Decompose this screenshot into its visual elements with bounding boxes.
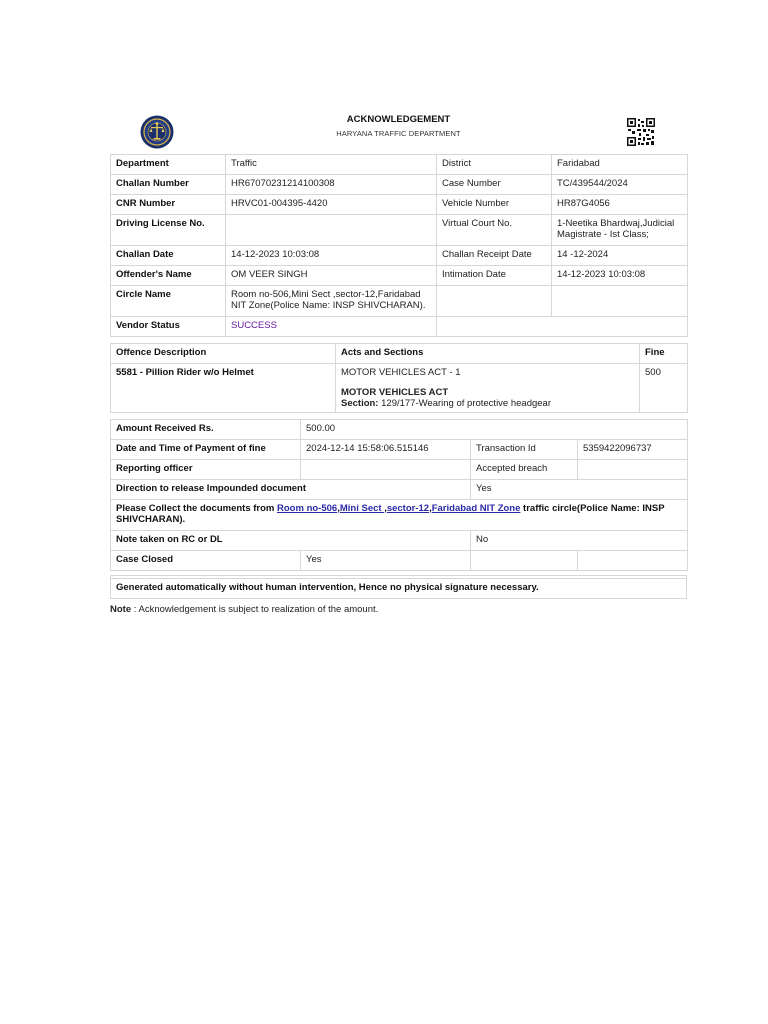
accepted-breach-value <box>578 460 688 480</box>
offence-description-header: Offence Description <box>111 344 336 364</box>
act-name: MOTOR VEHICLES ACT <box>341 387 449 398</box>
acts-sections-cell <box>336 364 640 413</box>
table-header-row <box>111 344 688 364</box>
driving-license-value <box>226 215 437 246</box>
offence-description: 5581 - Pillion Rider w/o Helmet <box>111 364 336 413</box>
empty-cell <box>437 286 552 317</box>
table-row <box>111 175 688 195</box>
table-row <box>111 551 688 571</box>
table-row <box>111 364 688 413</box>
room-link[interactable]: Room no-506 <box>277 503 338 514</box>
table-row <box>111 317 688 337</box>
virtual-court-value: 1-Neetika Bhardwaj,Judicial Magistrate - Ist Class; <box>552 215 688 246</box>
table-row <box>111 440 688 460</box>
note-label: Note <box>110 604 132 615</box>
circle-name-value: Room no-506,Mini Sect ,sector-12,Faridabad NIT Zone(Police Name: INSP SHIVCHARAN). <box>226 286 437 317</box>
challan-date-label: Challan Date <box>111 246 226 266</box>
challan-date-value: 14-12-2023 10:03:08 <box>226 246 437 266</box>
table-row <box>111 480 688 500</box>
acknowledgement-document <box>110 110 687 615</box>
department-label: Department <box>111 155 226 175</box>
footer-table <box>110 575 687 599</box>
transaction-id-label: Transaction Id <box>471 440 578 460</box>
direction-release-value: Yes <box>471 480 688 500</box>
transaction-id-value: 5359422096737 <box>578 440 688 460</box>
intimation-date-label: Intimation Date <box>437 266 552 286</box>
offence-table <box>110 343 688 413</box>
vehicle-number-value: HR87G4056 <box>552 195 688 215</box>
direction-release-label: Direction to release Impounded document <box>111 480 471 500</box>
section-value: 129/177-Wearing of protective headgear <box>381 398 552 409</box>
separator: , <box>429 503 432 514</box>
vehicle-number-label: Vehicle Number <box>437 195 552 215</box>
challan-number-value: HR67070231214100308 <box>226 175 437 195</box>
driving-license-label: Driving License No. <box>111 215 226 246</box>
zone-link[interactable]: Faridabad NIT Zone <box>431 503 521 514</box>
amount-received-value: 500.00 <box>301 420 688 440</box>
challan-number-label: Challan Number <box>111 175 226 195</box>
acts-sections-header: Acts and Sections <box>336 344 640 364</box>
offender-name-label: Offender's Name <box>111 266 226 286</box>
table-row <box>111 266 688 286</box>
table-row <box>111 246 688 266</box>
cnr-number-label: CNR Number <box>111 195 226 215</box>
page-title: ACKNOWLEDGEMENT <box>346 114 451 125</box>
act-line: MOTOR VEHICLES ACT - 1 <box>341 367 461 378</box>
case-closed-value: Yes <box>301 551 471 571</box>
separator: , <box>337 503 340 514</box>
collect-prefix: Please Collect the documents from <box>116 503 278 514</box>
note-rc-dl-value: No <box>471 531 688 551</box>
empty-cell <box>552 286 688 317</box>
acknowledgement-note <box>110 604 687 615</box>
page-subtitle: HARYANA TRAFFIC DEPARTMENT <box>336 129 461 138</box>
fine-header: Fine <box>640 344 688 364</box>
table-row <box>111 500 688 531</box>
accepted-breach-label: Accepted breach <box>471 460 578 480</box>
section-line <box>341 398 634 409</box>
table-row <box>111 195 688 215</box>
table-row <box>111 531 688 551</box>
empty-cell <box>578 551 688 571</box>
reporting-officer-label: Reporting officer <box>111 460 301 480</box>
virtual-court-label: Virtual Court No. <box>437 215 552 246</box>
sector-link[interactable]: sector-12 <box>386 503 430 514</box>
case-number-label: Case Number <box>437 175 552 195</box>
case-number-value: TC/439544/2024 <box>552 175 688 195</box>
collect-suffix: traffic circle(Police Name: INSP SHIVCHARAN). <box>116 503 665 525</box>
circle-name-label: Circle Name <box>111 286 226 317</box>
district-label: District <box>437 155 552 175</box>
empty-cell <box>471 551 578 571</box>
intimation-date-value: 14-12-2023 10:03:08 <box>552 266 688 286</box>
challan-details-table <box>110 154 688 337</box>
amount-received-label: Amount Received Rs. <box>111 420 301 440</box>
cnr-number-value: HRVC01-004395-4420 <box>226 195 437 215</box>
fine-value: 500 <box>640 364 688 413</box>
mini-sect-link[interactable]: Mini Sect <box>339 503 385 514</box>
case-closed-label: Case Closed <box>111 551 301 571</box>
district-value: Faridabad <box>552 155 688 175</box>
offender-name-value: OM VEER SINGH <box>226 266 437 286</box>
section-label: Section: <box>341 398 379 409</box>
vendor-status-value: SUCCESS <box>226 317 437 337</box>
reporting-officer-value <box>301 460 471 480</box>
department-value: Traffic <box>226 155 437 175</box>
challan-receipt-date-label: Challan Receipt Date <box>437 246 552 266</box>
note-text: : Acknowledgement is subject to realization of the amount. <box>131 604 379 615</box>
table-row <box>111 579 687 599</box>
table-row <box>111 215 688 246</box>
separator: , <box>384 503 387 514</box>
challan-receipt-date-value: 14 -12-2024 <box>552 246 688 266</box>
collect-documents-text <box>111 500 688 531</box>
vendor-status-label: Vendor Status <box>111 317 226 337</box>
payment-datetime-value: 2024-12-14 15:58:06.515146 <box>301 440 471 460</box>
empty-cell <box>437 317 688 337</box>
document-header <box>110 110 687 154</box>
table-row <box>111 155 688 175</box>
note-rc-dl-label: Note taken on RC or DL <box>111 531 471 551</box>
qr-code-icon <box>627 118 655 146</box>
table-row <box>111 420 688 440</box>
table-row <box>111 286 688 317</box>
auto-generated-notice: Generated automatically without human intervention, Hence no physical signature necessary. <box>111 579 687 599</box>
table-row <box>111 460 688 480</box>
payment-table <box>110 419 688 571</box>
payment-datetime-label: Date and Time of Payment of fine <box>111 440 301 460</box>
